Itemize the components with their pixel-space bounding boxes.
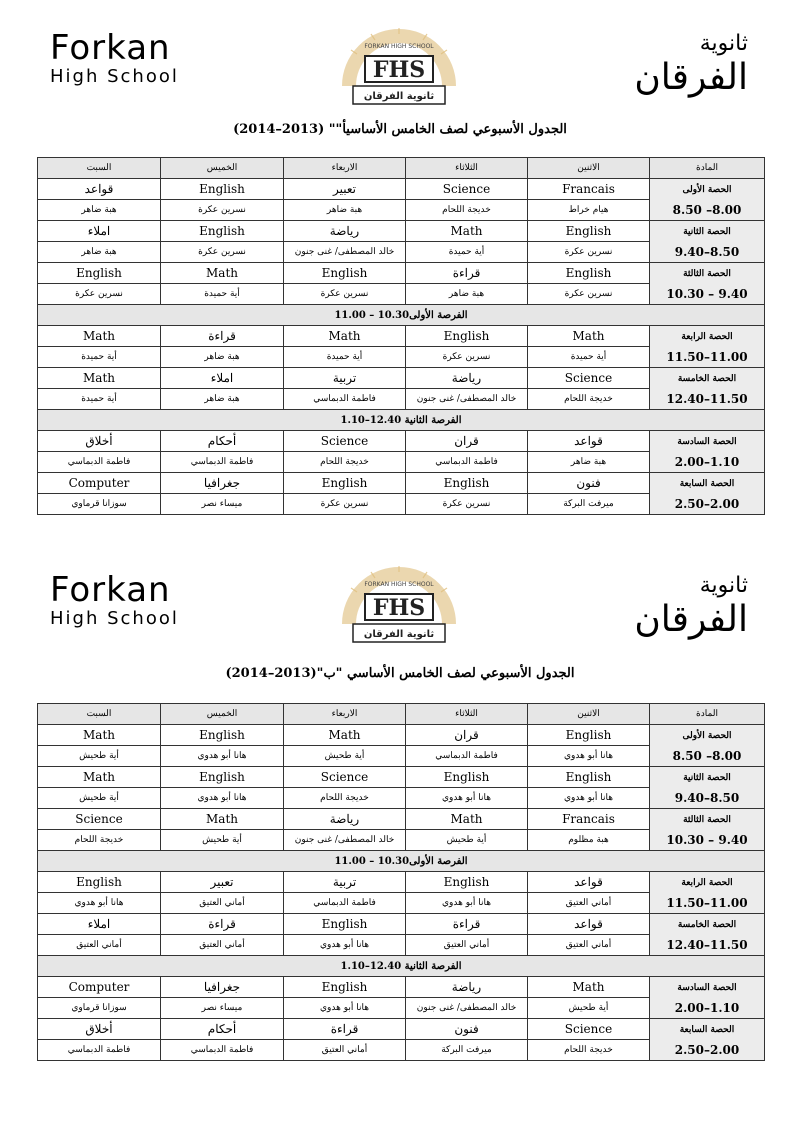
schedule-table-a bbox=[37, 157, 765, 515]
subject-cell: Math bbox=[528, 326, 650, 347]
subject-cell: قراءة bbox=[406, 914, 528, 935]
teacher-cell: هانا أبو هدوي bbox=[406, 788, 528, 809]
period-name: الحصة الخامسة bbox=[677, 373, 737, 384]
subject-cell: English bbox=[161, 179, 284, 200]
subject-cell: تعبير bbox=[284, 179, 406, 200]
subject-cell: Science bbox=[284, 431, 406, 452]
period-time: 9.40 – 10.30 bbox=[666, 832, 748, 847]
teacher-cell: خالد المصطفى/ غنى جنون bbox=[284, 830, 406, 851]
period-cell bbox=[650, 326, 765, 368]
subject-cell: Math bbox=[284, 326, 406, 347]
subject-cell: Science bbox=[284, 767, 406, 788]
period-row bbox=[38, 914, 765, 935]
subject-cell: قراءة bbox=[161, 326, 284, 347]
subject-cell: English bbox=[528, 725, 650, 746]
school-seal-icon bbox=[335, 26, 463, 114]
seal-monogram: FHS bbox=[372, 595, 426, 621]
subject-cell: رياضة bbox=[284, 809, 406, 830]
teacher-cell: هانا أبو هدوي bbox=[38, 893, 161, 914]
subject-cell: فنون bbox=[528, 473, 650, 494]
subject-cell: English bbox=[161, 767, 284, 788]
teacher-cell: هبة ضاهر bbox=[38, 242, 161, 263]
seal-top-text: FORKAN HIGH SCHOOL bbox=[364, 581, 434, 588]
subject-cell: Math bbox=[38, 725, 161, 746]
subject-cell: English bbox=[406, 326, 528, 347]
break-label: الفرصة الثانية 12.40–1.10 bbox=[38, 956, 765, 977]
subject-cell: قراءة bbox=[406, 263, 528, 284]
period-time: 1.10–2.00 bbox=[674, 1000, 740, 1015]
period-name: الحصة السابعة bbox=[679, 478, 735, 489]
teacher-cell: أماني العتيق bbox=[161, 893, 284, 914]
teacher-cell: نسرين عكرة bbox=[528, 242, 650, 263]
period-name: الحصة الخامسة bbox=[677, 919, 737, 930]
period-time: 8.50–9.40 bbox=[674, 244, 740, 259]
subject-cell: تربية bbox=[284, 872, 406, 893]
period-cell bbox=[650, 221, 765, 263]
period-cell bbox=[650, 914, 765, 956]
column-header: الثلاثاء bbox=[406, 158, 528, 179]
teacher-cell: نسرين عكرة bbox=[284, 494, 406, 515]
subject-cell: English bbox=[528, 221, 650, 242]
period-time: 11.00–11.50 bbox=[666, 895, 748, 910]
seal-top-text: FORKAN HIGH SCHOOL bbox=[364, 43, 434, 50]
period-name: الحصة الأولى bbox=[682, 184, 732, 195]
period-name: الحصة الأولى bbox=[682, 730, 732, 741]
schedule-title-a: الجدول الأسبوعي لصف الخامس الأساسيأ"" (2013–2014) bbox=[233, 122, 567, 137]
teacher-cell: خديجة اللحام bbox=[528, 389, 650, 410]
teacher-cell: هبة ضاهر bbox=[284, 200, 406, 221]
subject-cell: Math bbox=[406, 809, 528, 830]
column-header: الثلاثاء bbox=[406, 704, 528, 725]
subject-cell: رياضة bbox=[406, 368, 528, 389]
subject-cell: املاء bbox=[161, 368, 284, 389]
period-cell bbox=[650, 368, 765, 410]
subject-cell: تربية bbox=[284, 368, 406, 389]
subject-cell: Computer bbox=[38, 473, 161, 494]
subject-cell: أحكام bbox=[161, 1019, 284, 1040]
period-cell bbox=[650, 809, 765, 851]
period-name: الحصة السادسة bbox=[677, 436, 737, 447]
period-name: الحصة الثانية bbox=[683, 226, 731, 237]
teacher-cell: فاطمة الدبماسي bbox=[284, 893, 406, 914]
period-row bbox=[38, 473, 765, 494]
column-header: الاربعاء bbox=[284, 158, 406, 179]
period-time: 8.50–9.40 bbox=[674, 790, 740, 805]
teacher-cell: أماني العتيق bbox=[528, 893, 650, 914]
teacher-cell: أية حميدة bbox=[528, 347, 650, 368]
logo-arabic-bottom: الفرقان bbox=[634, 57, 748, 98]
period-row bbox=[38, 809, 765, 830]
subject-cell: English bbox=[161, 725, 284, 746]
subject-cell: قواعد bbox=[528, 431, 650, 452]
subject-cell: قران bbox=[406, 725, 528, 746]
subject-cell: Math bbox=[528, 977, 650, 998]
logo-arabic-top: ثانوية bbox=[699, 573, 748, 598]
logo-arabic bbox=[634, 30, 748, 98]
seal-monogram: FHS bbox=[372, 57, 426, 83]
break-label: الفرصة الثانية 12.40–1.10 bbox=[38, 410, 765, 431]
teacher-cell: أية طحيش bbox=[406, 830, 528, 851]
teacher-cell: هانا أبو هدوي bbox=[161, 788, 284, 809]
period-name: الحصة الثالثة bbox=[683, 814, 731, 825]
subject-cell: Math bbox=[38, 326, 161, 347]
teacher-cell: أماني العتيق bbox=[284, 1040, 406, 1061]
subject-cell: English bbox=[284, 473, 406, 494]
teacher-cell: فاطمة الدبماسي bbox=[284, 389, 406, 410]
break-row bbox=[38, 410, 765, 431]
logo-arabic-bottom: الفرقان bbox=[634, 599, 748, 640]
period-cell bbox=[650, 431, 765, 473]
teacher-cell: سوزانا قرماوي bbox=[38, 998, 161, 1019]
subject-cell: قواعد bbox=[528, 872, 650, 893]
period-time: 9.40 – 10.30 bbox=[666, 286, 748, 301]
subject-cell: جغرافيا bbox=[161, 977, 284, 998]
teacher-cell: فاطمة الدبماسي bbox=[38, 452, 161, 473]
column-header: المادة bbox=[650, 704, 765, 725]
teacher-cell: هبة ضاهر bbox=[528, 452, 650, 473]
teacher-cell: هانا أبو هدوي bbox=[528, 788, 650, 809]
teacher-cell: خديجة اللحام bbox=[38, 830, 161, 851]
subject-cell: English bbox=[284, 977, 406, 998]
teacher-cell: هانا أبو هدوي bbox=[528, 746, 650, 767]
teacher-cell: فاطمة الدبماسي bbox=[406, 746, 528, 767]
period-time: 8.00– 8.50 bbox=[672, 748, 742, 763]
teacher-cell: أية طحيش bbox=[38, 788, 161, 809]
subject-cell: English bbox=[38, 872, 161, 893]
subject-cell: Science bbox=[38, 809, 161, 830]
teacher-cell: خديجة اللحام bbox=[284, 452, 406, 473]
subject-cell: قواعد bbox=[38, 179, 161, 200]
column-header: الاربعاء bbox=[284, 704, 406, 725]
subject-cell: Math bbox=[161, 809, 284, 830]
logo-english-name: Forkan bbox=[50, 28, 171, 68]
teacher-cell: أية حميدة bbox=[161, 284, 284, 305]
subject-cell: English bbox=[284, 263, 406, 284]
period-row bbox=[38, 263, 765, 284]
teacher-cell: هبة مظلوم bbox=[528, 830, 650, 851]
teacher-cell: فاطمة الدبماسي bbox=[161, 1040, 284, 1061]
column-header: الخميس bbox=[161, 158, 284, 179]
column-header: الخميس bbox=[161, 704, 284, 725]
teacher-cell: نسرين عكرة bbox=[406, 494, 528, 515]
schedule-table-b bbox=[37, 703, 765, 1061]
subject-cell: قواعد bbox=[528, 914, 650, 935]
period-row bbox=[38, 725, 765, 746]
subject-cell: تعبير bbox=[161, 872, 284, 893]
subject-cell: Science bbox=[406, 179, 528, 200]
break-row bbox=[38, 851, 765, 872]
teacher-cell: خالد المصطفى/ غنى جنون bbox=[284, 242, 406, 263]
teacher-cell: أماني العتيق bbox=[38, 935, 161, 956]
logo-english bbox=[50, 572, 179, 630]
period-time: 2.00–2.50 bbox=[674, 496, 740, 511]
teacher-cell: خديجة اللحام bbox=[406, 200, 528, 221]
period-cell bbox=[650, 179, 765, 221]
period-name: الحصة السادسة bbox=[677, 982, 737, 993]
period-row bbox=[38, 767, 765, 788]
subject-cell: English bbox=[38, 263, 161, 284]
period-cell bbox=[650, 872, 765, 914]
period-cell bbox=[650, 977, 765, 1019]
logo-english-name: Forkan bbox=[50, 570, 171, 610]
teacher-cell: نسرين عكرة bbox=[284, 284, 406, 305]
period-cell bbox=[650, 725, 765, 767]
teacher-cell: أية حميدة bbox=[38, 389, 161, 410]
schedule-section-a bbox=[0, 0, 800, 540]
subject-cell: Math bbox=[38, 368, 161, 389]
period-time: 2.00–2.50 bbox=[674, 1042, 740, 1057]
logo-arabic bbox=[634, 572, 748, 640]
subject-cell: املاء bbox=[38, 914, 161, 935]
subject-cell: English bbox=[406, 767, 528, 788]
subject-cell: قراءة bbox=[284, 1019, 406, 1040]
subject-cell: قراءة bbox=[161, 914, 284, 935]
teacher-cell: ميرفت البركة bbox=[528, 494, 650, 515]
teacher-cell: نسرين عكرة bbox=[161, 242, 284, 263]
teacher-cell: خالد المصطفى/ غنى جنون bbox=[406, 998, 528, 1019]
teacher-cell: هانا أبو هدوي bbox=[284, 998, 406, 1019]
period-row bbox=[38, 221, 765, 242]
period-time: 11.50–12.40 bbox=[666, 937, 748, 952]
period-time: 1.10–2.00 bbox=[674, 454, 740, 469]
subject-cell: Math bbox=[284, 725, 406, 746]
teacher-cell: هانا أبو هدوي bbox=[161, 746, 284, 767]
header-row bbox=[38, 704, 765, 725]
teacher-cell: أية طحيش bbox=[284, 746, 406, 767]
period-name: الحصة السابعة bbox=[679, 1024, 735, 1035]
teacher-cell: خديجة اللحام bbox=[528, 1040, 650, 1061]
subject-cell: English bbox=[161, 221, 284, 242]
teacher-cell: ميساء نصر bbox=[161, 998, 284, 1019]
subject-cell: English bbox=[284, 914, 406, 935]
subject-cell: قران bbox=[406, 431, 528, 452]
teacher-cell: أية طحيش bbox=[38, 746, 161, 767]
column-header: السبت bbox=[38, 158, 161, 179]
subject-cell: Math bbox=[161, 263, 284, 284]
period-cell bbox=[650, 767, 765, 809]
period-time: 11.50–12.40 bbox=[666, 391, 748, 406]
period-row bbox=[38, 431, 765, 452]
teacher-cell: ميرفت البركة bbox=[406, 1040, 528, 1061]
teacher-cell: هبة ضاهر bbox=[161, 347, 284, 368]
logo-english-subtitle: High School bbox=[50, 66, 179, 87]
column-header: الاثنين bbox=[528, 158, 650, 179]
break-row bbox=[38, 956, 765, 977]
subject-cell: أخلاق bbox=[38, 431, 161, 452]
period-name: الحصة الرابعة bbox=[681, 877, 733, 888]
subject-cell: أحكام bbox=[161, 431, 284, 452]
teacher-cell: هيام خراط bbox=[528, 200, 650, 221]
subject-cell: فنون bbox=[406, 1019, 528, 1040]
subject-cell: English bbox=[528, 767, 650, 788]
seal-arabic-text: ثانوية الفرقان bbox=[363, 91, 435, 102]
teacher-cell: هانا أبو هدوي bbox=[284, 935, 406, 956]
logo-english-subtitle: High School bbox=[50, 608, 179, 629]
subject-cell: Computer bbox=[38, 977, 161, 998]
subject-cell: Francais bbox=[528, 179, 650, 200]
teacher-cell: خالد المصطفى/ غنى جنون bbox=[406, 389, 528, 410]
subject-cell: املاء bbox=[38, 221, 161, 242]
school-seal-icon bbox=[335, 564, 463, 652]
subject-cell: Math bbox=[406, 221, 528, 242]
subject-cell: English bbox=[528, 263, 650, 284]
subject-cell: جغرافيا bbox=[161, 473, 284, 494]
teacher-cell: أية طحيش bbox=[161, 830, 284, 851]
period-cell bbox=[650, 1019, 765, 1061]
subject-cell: Francais bbox=[528, 809, 650, 830]
break-label: الفرصة الأولى10.30 – 11.00 bbox=[38, 305, 765, 326]
teacher-cell: سوزانا قرماوي bbox=[38, 494, 161, 515]
teacher-cell: هبة ضاهر bbox=[161, 389, 284, 410]
break-row bbox=[38, 305, 765, 326]
period-row bbox=[38, 977, 765, 998]
teacher-cell: ميساء نصر bbox=[161, 494, 284, 515]
period-name: الحصة الثالثة bbox=[683, 268, 731, 279]
teacher-cell: هبة ضاهر bbox=[406, 284, 528, 305]
subject-cell: Science bbox=[528, 1019, 650, 1040]
subject-cell: رياضة bbox=[284, 221, 406, 242]
period-cell bbox=[650, 263, 765, 305]
column-header: الاثنين bbox=[528, 704, 650, 725]
logo-arabic-top: ثانوية bbox=[699, 31, 748, 56]
period-name: الحصة الرابعة bbox=[681, 331, 733, 342]
period-row bbox=[38, 1019, 765, 1040]
teacher-cell: أية حميدة bbox=[284, 347, 406, 368]
subject-cell: Math bbox=[38, 767, 161, 788]
period-cell bbox=[650, 473, 765, 515]
teacher-cell: نسرين عكرة bbox=[406, 347, 528, 368]
break-label: الفرصة الأولى10.30 – 11.00 bbox=[38, 851, 765, 872]
period-row bbox=[38, 872, 765, 893]
logo-english bbox=[50, 30, 179, 88]
period-row bbox=[38, 326, 765, 347]
period-name: الحصة الثانية bbox=[683, 772, 731, 783]
teacher-cell: فاطمة الدبماسي bbox=[161, 452, 284, 473]
teacher-cell: أماني العتيق bbox=[161, 935, 284, 956]
subject-cell: Science bbox=[528, 368, 650, 389]
subject-cell: أخلاق bbox=[38, 1019, 161, 1040]
teacher-cell: أية حميدة bbox=[406, 242, 528, 263]
column-header: السبت bbox=[38, 704, 161, 725]
schedule-title-b: الجدول الأسبوعي لصف الخامس الأساسي "ب"(2013–2014) bbox=[225, 666, 575, 681]
teacher-cell: خديجة اللحام bbox=[284, 788, 406, 809]
teacher-cell: نسرين عكرة bbox=[38, 284, 161, 305]
period-time: 11.00–11.50 bbox=[666, 349, 748, 364]
subject-cell: English bbox=[406, 473, 528, 494]
teacher-cell: أماني العتيق bbox=[406, 935, 528, 956]
period-row bbox=[38, 368, 765, 389]
period-time: 8.00– 8.50 bbox=[672, 202, 742, 217]
column-header: المادة bbox=[650, 158, 765, 179]
subject-cell: رياضة bbox=[406, 977, 528, 998]
teacher-cell: نسرين عكرة bbox=[161, 200, 284, 221]
period-row bbox=[38, 179, 765, 200]
teacher-cell: أية حميدة bbox=[38, 347, 161, 368]
subject-cell: English bbox=[406, 872, 528, 893]
teacher-cell: هبة ضاهر bbox=[38, 200, 161, 221]
teacher-cell: هانا أبو هدوي bbox=[406, 893, 528, 914]
teacher-cell: نسرين عكرة bbox=[528, 284, 650, 305]
schedule-section-b bbox=[0, 540, 800, 1100]
seal-arabic-text: ثانوية الفرقان bbox=[363, 629, 435, 640]
teacher-cell: أية طحيش bbox=[528, 998, 650, 1019]
teacher-cell: فاطمة الدبماسي bbox=[38, 1040, 161, 1061]
teacher-cell: أماني العتيق bbox=[528, 935, 650, 956]
header-row bbox=[38, 158, 765, 179]
teacher-cell: فاطمة الدبماسي bbox=[406, 452, 528, 473]
